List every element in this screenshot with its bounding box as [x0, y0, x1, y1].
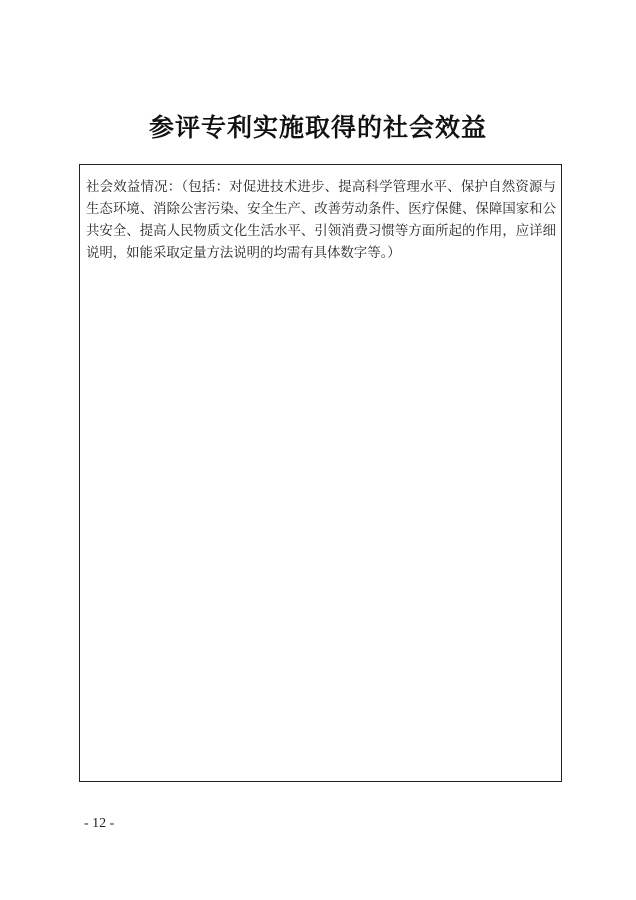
- social-benefit-box[interactable]: [79, 164, 562, 782]
- page-number: - 12 -: [84, 816, 115, 831]
- page-title: 参评专利实施取得的社会效益: [148, 113, 487, 142]
- social-benefit-instructions: 社会效益情况：（包括：对促进技术进步、提高科学管理水平、保护自然资源与生态环境、消除公害污染、安全生产、改善劳动条件、医疗保健、保障国家和公共安全、提高人民物质文化生活水平、引领消费习惯等方面所起的作用，应详细说明，如能采取定量方法说明的均需有具体数字等。）: [86, 180, 556, 261]
